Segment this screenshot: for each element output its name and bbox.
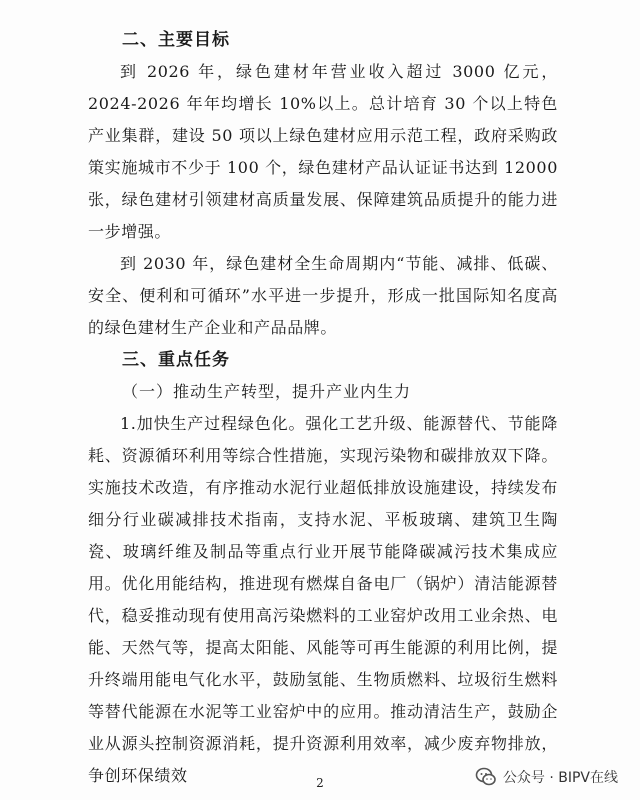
paragraph-2026-goals: 到 2026 年，绿色建材年营业收入超过 3000 亿元，2024-2026 年年均增长 10%以上。总计培育 30 个以上特色产业集群，建设 50 项以上绿色建材应用示范工程，政府采购政策实施城市不少于 100 个，绿色建材产品认证证书达到 12000 张，绿色建材引领建材高质量发展、保障建筑品质提升的能力进一步增强。 [88, 62, 558, 241]
subsection-heading-production: （一）推动生产转型，提升产业内生力 [122, 382, 412, 401]
page-number: 2 [316, 776, 324, 790]
paragraph-2030-goals: 到 2030 年，绿色建材全生命周期内“节能、减排、低碳、安全、便利和可循环”水平进一步提升，形成一批国际知名度高的绿色建材生产企业和产品品牌。 [88, 254, 558, 337]
paragraph-green-production: 1.加快生产过程绿色化。强化工艺升级、能源替代、节能降耗、资源循环利用等综合性措施，实现污染物和碳排放双下降。实施技术改造，有序推动水泥行业超低排放设施建设，持续发布细分行业碳减排技术指南，支持水泥、平板玻璃、建筑卫生陶瓷、玻璃纤维及制品等重点行业开展节能降碳减污技术集成应用。优化用能结构，推进现有燃煤自备电厂（锅炉）清洁能源替代，稳妥推动现有使用高污染燃料的工业窑炉改用工业余热、电能、天然气等，提高太阳能、风能等可再生能源的利用比例，提升终端用能电气化水平，鼓励氢能、生物质燃料、垃圾衍生燃料等替代能源在水泥等工业窑炉中的应用。推动清洁生产，鼓励企业从源头控制资源消耗，提升资源利用效率，减少废弃物排放，争创环保绩效 [88, 414, 558, 785]
section-heading-main-goals: 二、主要目标 [122, 30, 230, 50]
document-body [88, 24, 558, 792]
section-heading-key-tasks: 三、重点任务 [122, 350, 230, 370]
wechat-icon [475, 766, 497, 788]
watermark-text: 公众号 · BIPV在线 [502, 770, 618, 786]
watermark [475, 766, 618, 788]
